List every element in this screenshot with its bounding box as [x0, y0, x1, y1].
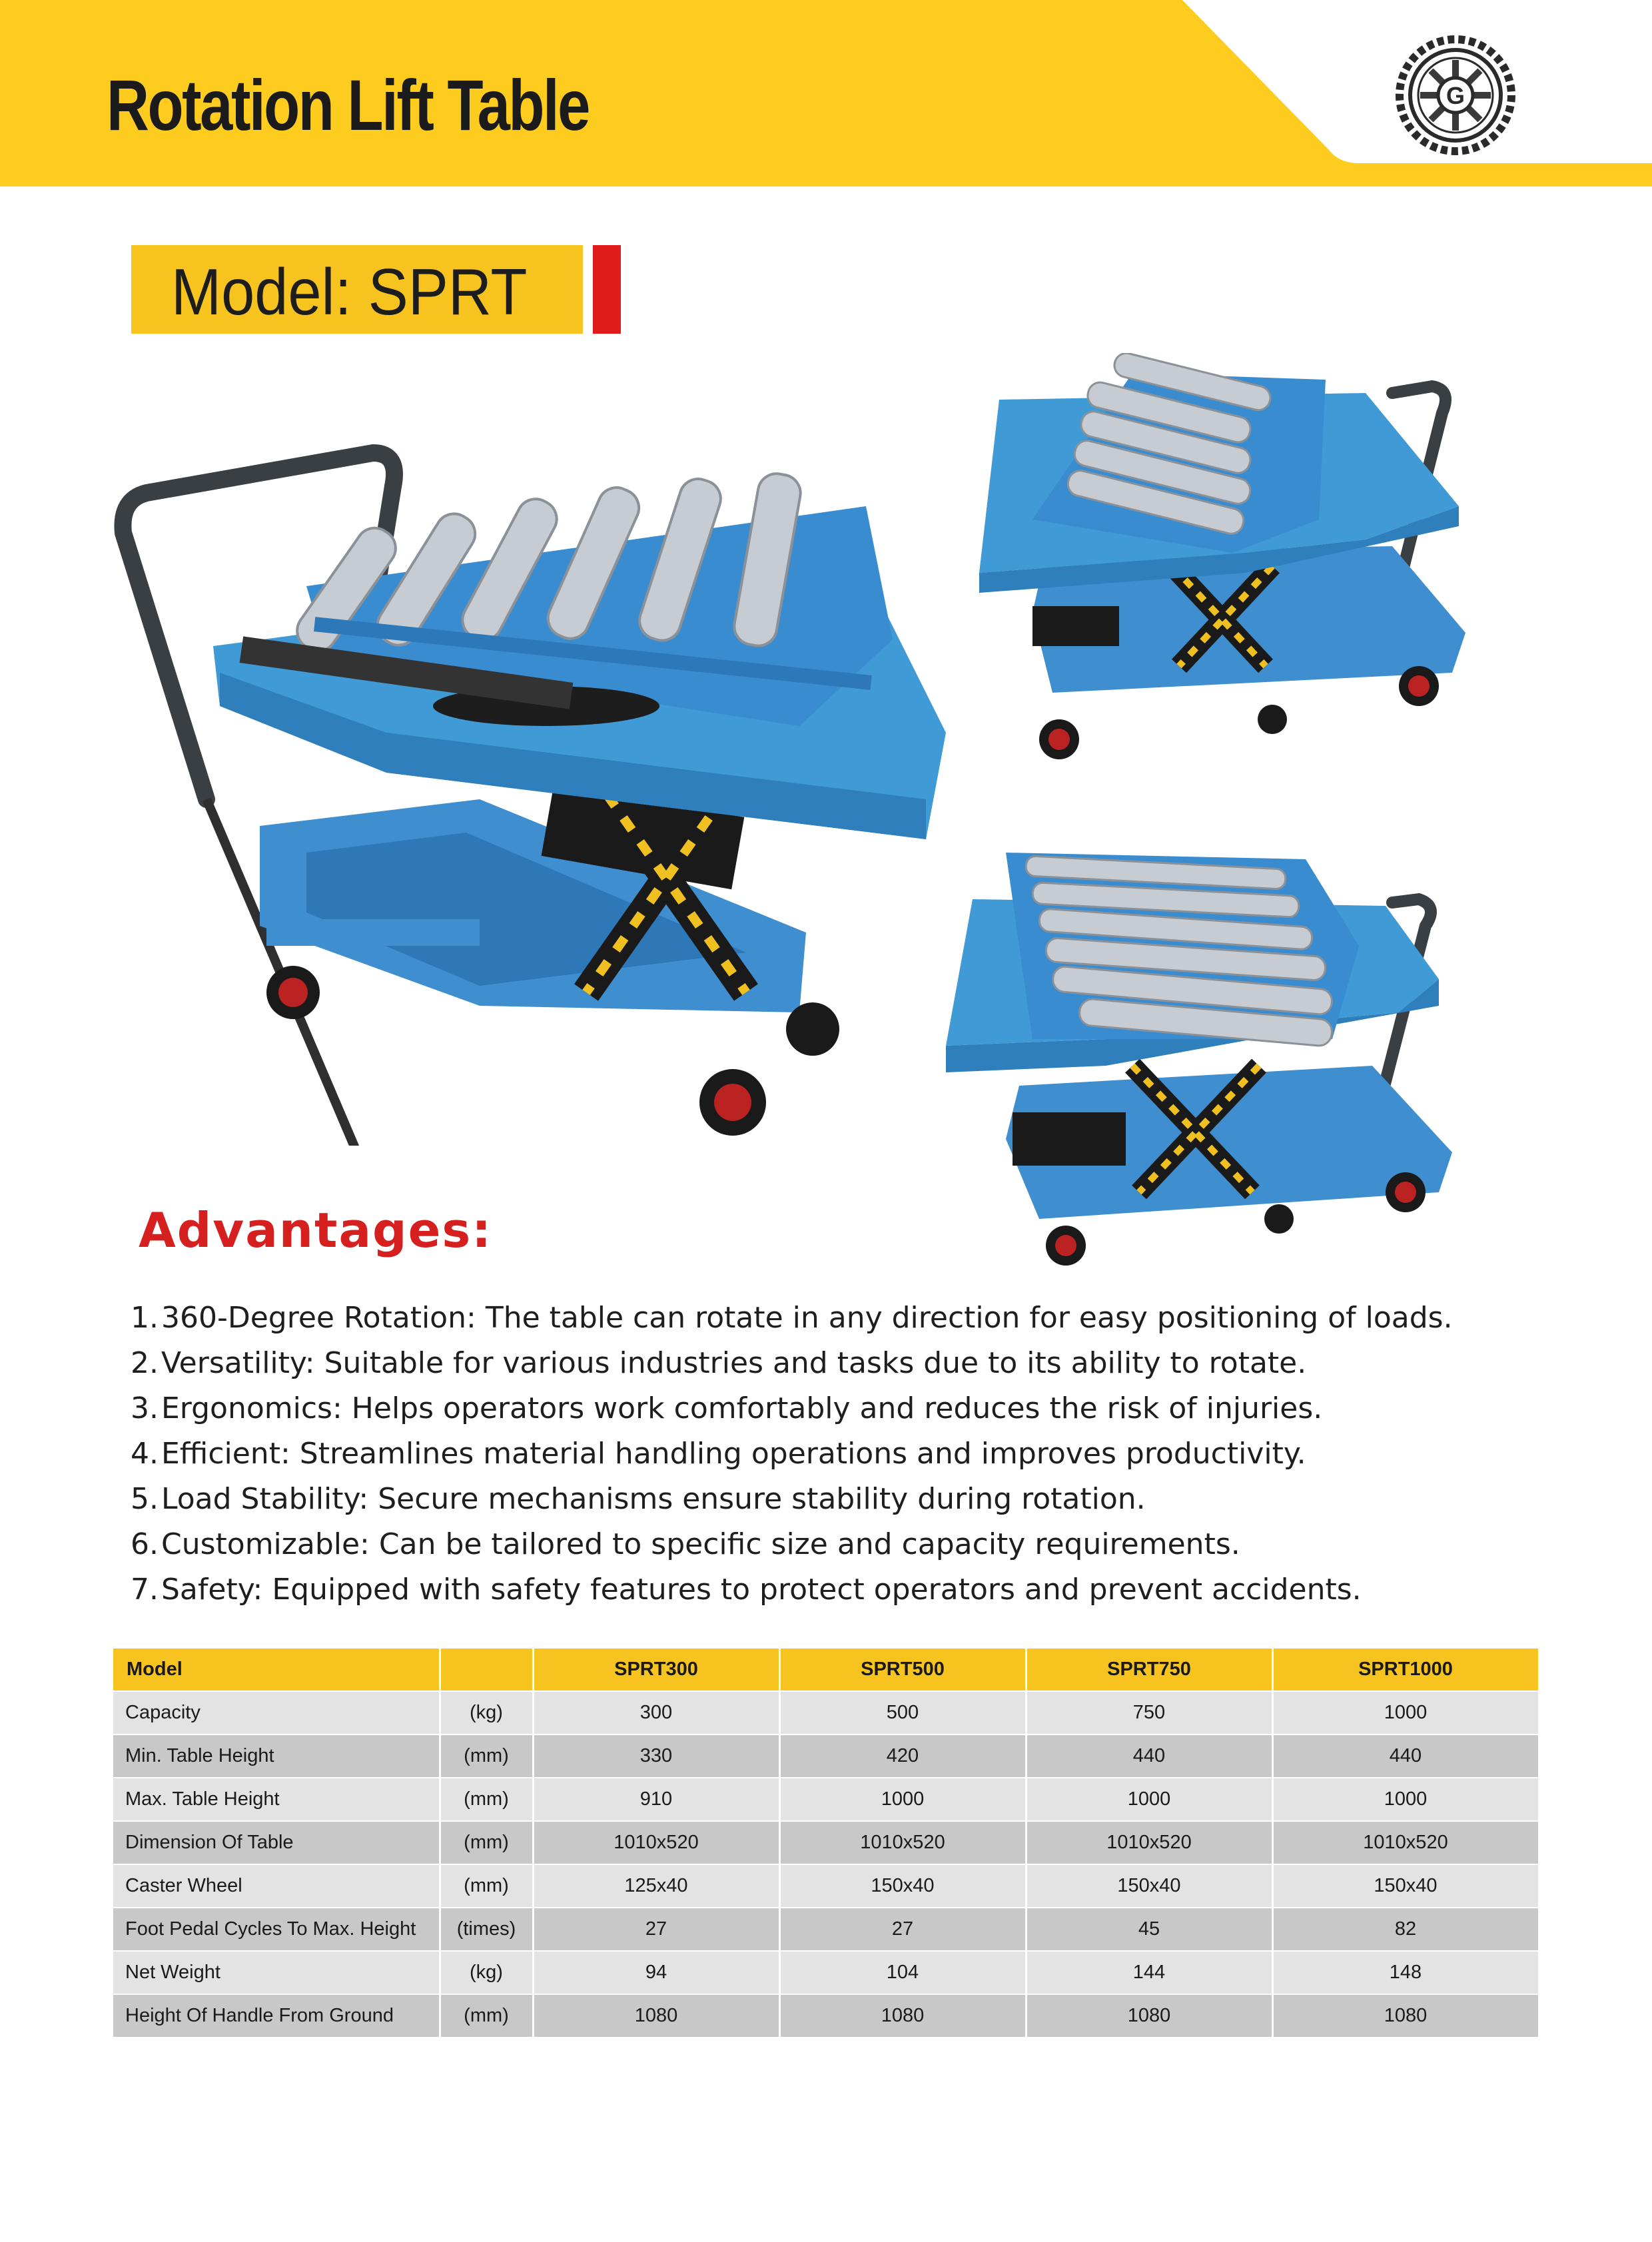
advantage-number: 3. [131, 1391, 159, 1425]
advantage-text: Secure mechanisms ensure stability during rotation. [378, 1482, 1146, 1516]
advantages-heading: Advantages: [139, 1202, 493, 1258]
page-title: Rotation Lift Table [107, 65, 589, 145]
spec-value: 104 [779, 1951, 1026, 1994]
table-row [113, 1778, 1539, 1821]
advantage-item [131, 1386, 1529, 1431]
spec-unit: (kg) [440, 1691, 533, 1734]
table-header-cell [440, 1649, 533, 1691]
table-row [113, 1734, 1539, 1778]
spec-value: 1000 [1026, 1778, 1272, 1821]
spec-unit: (mm) [440, 1734, 533, 1778]
spec-value: 440 [1026, 1734, 1272, 1778]
table-header-cell: SPRT750 [1026, 1649, 1272, 1691]
spec-value: 1000 [1272, 1691, 1539, 1734]
lift-table-angled-photo [933, 846, 1532, 1272]
spec-value: 27 [779, 1908, 1026, 1951]
spec-value: 150x40 [779, 1864, 1026, 1908]
lift-table-large-photo [107, 426, 966, 1146]
table-row [113, 1994, 1539, 2038]
rotation-lift-table-illustration [953, 353, 1525, 759]
spec-value: 150x40 [1272, 1864, 1539, 1908]
advantage-number: 4. [131, 1437, 159, 1471]
spec-value: 1010x520 [1026, 1821, 1272, 1864]
spec-label: Caster Wheel [113, 1864, 440, 1908]
advantage-number: 1. [131, 1301, 159, 1335]
spec-value: 420 [779, 1734, 1026, 1778]
spec-label: Foot Pedal Cycles To Max. Height [113, 1908, 440, 1951]
advantages-list [131, 1296, 1529, 1613]
lift-table-rotated-photo [953, 353, 1525, 759]
spec-label: Capacity [113, 1691, 440, 1734]
advantage-text: Suitable for various industries and tasks due to its ability to rotate. [324, 1346, 1307, 1380]
spec-table [113, 1649, 1540, 2038]
advantage-term: Load Stability: [161, 1482, 369, 1516]
advantage-text: Helps operators work comfortably and reduces the risk of injuries. [351, 1391, 1323, 1425]
spec-value: 440 [1272, 1734, 1539, 1778]
spec-value: 1000 [779, 1778, 1026, 1821]
advantage-term: Customizable: [161, 1527, 370, 1561]
spec-label: Dimension Of Table [113, 1821, 440, 1864]
spec-value: 1010x520 [1272, 1821, 1539, 1864]
spec-unit: (mm) [440, 1821, 533, 1864]
table-header-cell: SPRT1000 [1272, 1649, 1539, 1691]
rotation-lift-table-illustration [107, 426, 966, 1146]
advantage-number: 7. [131, 1573, 159, 1607]
spec-value: 1080 [1272, 1994, 1539, 2038]
spec-value: 82 [1272, 1908, 1539, 1951]
spec-value: 125x40 [533, 1864, 779, 1908]
table-row [113, 1864, 1539, 1908]
table-row [113, 1951, 1539, 1994]
spec-value: 1010x520 [779, 1821, 1026, 1864]
advantage-text: Equipped with safety features to protect operators and prevent accidents. [272, 1573, 1362, 1607]
table-header-model: Model [113, 1649, 440, 1691]
spec-value: 300 [533, 1691, 779, 1734]
spec-unit: (mm) [440, 1778, 533, 1821]
model-accent-bar [593, 245, 621, 334]
advantage-item [131, 1431, 1529, 1477]
spec-value: 45 [1026, 1908, 1272, 1951]
spec-value: 500 [779, 1691, 1026, 1734]
advantage-item [131, 1296, 1529, 1341]
gear-wheel-logo-icon [1392, 32, 1519, 159]
spec-value: 150x40 [1026, 1864, 1272, 1908]
advantage-number: 5. [131, 1482, 159, 1516]
spec-unit: (mm) [440, 1864, 533, 1908]
svg-text:G: G [1446, 82, 1465, 109]
spec-value: 750 [1026, 1691, 1272, 1734]
model-label: Model: SPRT [171, 255, 528, 328]
advantage-term: Ergonomics: [161, 1391, 342, 1425]
spec-value: 94 [533, 1951, 779, 1994]
spec-label: Net Weight [113, 1951, 440, 1994]
spec-value: 330 [533, 1734, 779, 1778]
spec-label: Max. Table Height [113, 1778, 440, 1821]
advantage-number: 2. [131, 1346, 159, 1380]
model-badge [131, 245, 583, 334]
advantage-text: Streamlines material handling operations and improves productivity. [299, 1437, 1306, 1471]
table-row [113, 1821, 1539, 1864]
spec-value: 1080 [1026, 1994, 1272, 2038]
table-header-cell: SPRT300 [533, 1649, 779, 1691]
spec-value: 1080 [779, 1994, 1026, 2038]
spec-value: 144 [1026, 1951, 1272, 1994]
advantage-number: 6. [131, 1527, 159, 1561]
table-header-row [113, 1649, 1539, 1691]
advantage-item [131, 1341, 1529, 1386]
spec-label: Min. Table Height [113, 1734, 440, 1778]
spec-value: 1010x520 [533, 1821, 779, 1864]
advantage-text: Can be tailored to specific size and capacity requirements. [378, 1527, 1240, 1561]
rotation-lift-table-illustration [933, 846, 1532, 1272]
advantage-text: The table can rotate in any direction for easy positioning of loads. [485, 1301, 1453, 1335]
spec-value: 1080 [533, 1994, 779, 2038]
spec-value: 1000 [1272, 1778, 1539, 1821]
advantage-term: Safety: [161, 1573, 263, 1607]
table-row [113, 1908, 1539, 1951]
table-header-cell: SPRT500 [779, 1649, 1026, 1691]
advantage-item [131, 1567, 1529, 1613]
advantage-item [131, 1477, 1529, 1522]
advantage-term: Efficient: [161, 1437, 290, 1471]
table-row [113, 1691, 1539, 1734]
advantage-term: 360-Degree Rotation: [161, 1301, 476, 1335]
spec-unit: (mm) [440, 1994, 533, 2038]
spec-label: Height Of Handle From Ground [113, 1994, 440, 2038]
advantage-term: Versatility: [161, 1346, 315, 1380]
spec-unit: (times) [440, 1908, 533, 1951]
spec-value: 148 [1272, 1951, 1539, 1994]
spec-value: 910 [533, 1778, 779, 1821]
advantage-item [131, 1522, 1529, 1567]
spec-unit: (kg) [440, 1951, 533, 1994]
spec-value: 27 [533, 1908, 779, 1951]
